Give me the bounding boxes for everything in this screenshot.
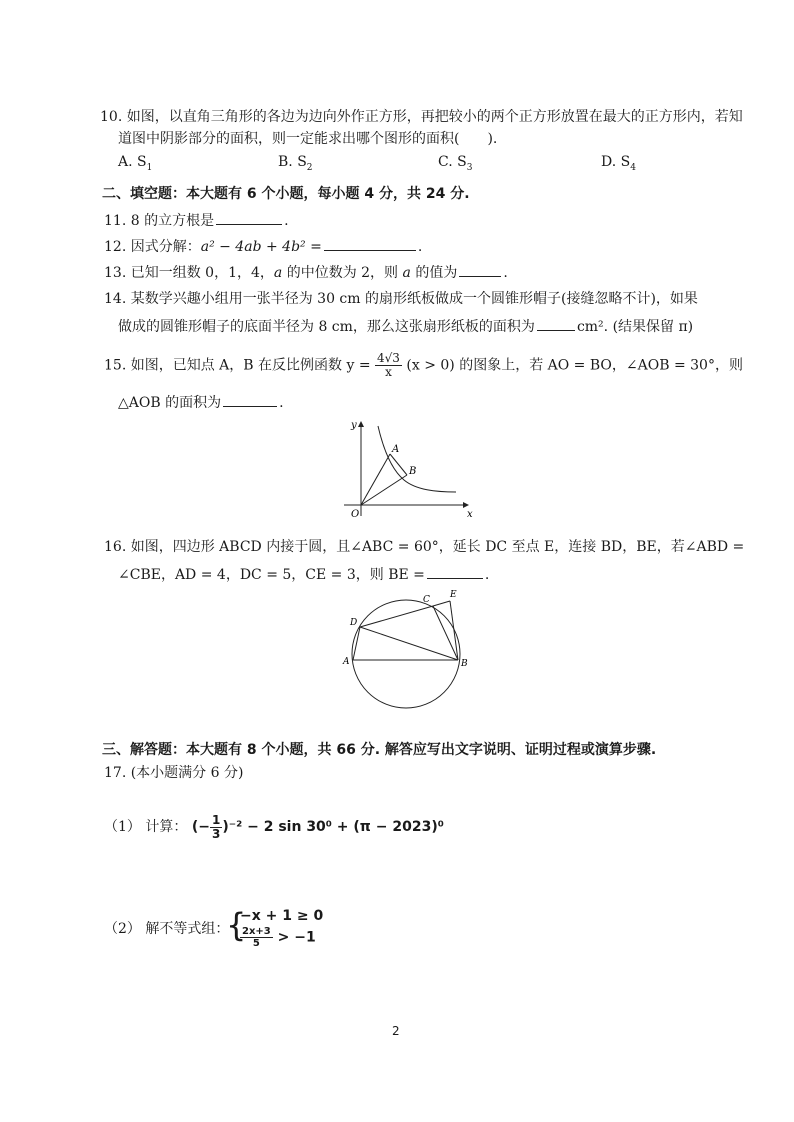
q14-line2-text: 做成的圆锥形帽子的底面半径为 8 cm，那么这张扇形纸板的面积为	[118, 319, 535, 335]
q12-end: .	[417, 239, 423, 255]
section2-heading: 二、填空题：本大题有 6 个小题，每小题 4 分，共 24 分.	[102, 186, 470, 202]
q10-option-d[interactable]: D. $S_4$	[601, 154, 636, 173]
q16-line2-text: ∠CBE，AD = 4，DC = 5，CE = 3，则 BE =	[118, 567, 425, 583]
a-label: A	[343, 657, 350, 667]
q10-option-c[interactable]: C. $S_3$	[438, 154, 473, 173]
q17-part1	[104, 812, 444, 842]
q12-answer-blank[interactable]	[324, 236, 416, 251]
o-label: O	[351, 509, 360, 520]
q13-prefix: 13. 已知一组数 0，1，4，	[104, 265, 274, 281]
hyperbola-curve	[378, 426, 456, 492]
q14-answer-blank[interactable]	[537, 316, 575, 331]
q10-line1: 10. 如图，以直角三角形的各边为边向外作正方形，再把较小的两个正方形放置在最大的正方形内，若知	[100, 109, 743, 125]
b-label: B	[461, 659, 468, 669]
q16-end: .	[484, 567, 490, 583]
segment-ob	[361, 475, 407, 505]
q13	[104, 262, 508, 282]
q13-end: .	[503, 265, 508, 281]
q17-part1-fraction: $\frac{1}{3}$	[211, 812, 221, 841]
q11-text: 11. 8 的立方根是	[104, 213, 215, 229]
q15-text-a: 15. 如图，已知点 A，B 在反比例函数 y =	[104, 357, 371, 374]
q15-figure	[336, 416, 482, 524]
q17-part1-label: （1）	[104, 819, 141, 835]
q12-expression: a² − 4ab + 4b² =	[200, 239, 322, 255]
q17-part2-text: 解不等式组：	[145, 921, 230, 937]
q11	[104, 210, 289, 230]
q17-part2-fraction: $\frac{2x+3}{5}$	[242, 926, 271, 949]
q17-part2-brace: {	[226, 906, 247, 944]
q17-part2-ineq2	[240, 926, 316, 949]
b-label: B	[409, 466, 417, 477]
section3-heading: 三、解答题：本大题有 8 个小题，共 66 分. 解答应写出文字说明、证明过程或演算步骤.	[102, 742, 657, 758]
q17-part2-ineq2-rest: > −1	[272, 929, 316, 946]
q10-line2: 道图中阴影部分的面积，则一定能求出哪个图形的面积( ).	[118, 131, 498, 147]
q16-figure	[336, 584, 480, 712]
q11-end: .	[284, 213, 289, 229]
q17-header: 17. (本小题满分 6 分)	[104, 765, 244, 781]
d-label: D	[350, 618, 358, 628]
segment-ab	[390, 454, 407, 475]
c-label: C	[423, 595, 430, 605]
q10-option-a[interactable]: A. $S_1$	[118, 154, 153, 173]
q12	[104, 236, 422, 256]
circle	[352, 600, 460, 708]
q17-part1-expr-a: (−	[191, 819, 210, 835]
q15-end: .	[279, 395, 284, 411]
q13-var2: a	[402, 265, 411, 281]
q15-line1	[104, 352, 743, 379]
q17-part2	[104, 918, 229, 940]
q16-answer-blank[interactable]	[427, 564, 483, 579]
q17-part2-label: （2）	[104, 921, 141, 937]
q13-mid: 的中位数为 2，则	[282, 265, 403, 281]
q14-line2	[118, 316, 693, 336]
q16-line2	[118, 564, 489, 584]
q16-line1: 16. 如图，四边形 ABCD 内接于圆，且∠ABC = 60°，延长 DC 至点 E，连接 BD，BE，若∠ABD =	[104, 539, 745, 555]
page-number: 2	[392, 1024, 400, 1038]
q17-part1-expr-b: )⁻² − 2 sin 30⁰ + (π − 2023)⁰	[222, 819, 444, 835]
segment-dc	[360, 606, 433, 627]
q14-line2-unit: cm². (结果保留 π)	[576, 319, 694, 335]
x-label: x	[467, 509, 473, 520]
q15-line2-text: △AOB 的面积为	[118, 395, 222, 411]
segment-oa	[361, 454, 390, 505]
q15-text-b: (x > 0) 的图象上，若 AO = BO，∠AOB = 30°，则	[406, 357, 743, 374]
q11-answer-blank[interactable]	[216, 210, 282, 225]
q14-line1: 14. 某数学兴趣小组用一张半径为 30 cm 的扇形纸板做成一个圆锥形帽子(接缝忽略不计)，如果	[104, 291, 698, 307]
y-label: y	[351, 420, 357, 431]
e-label: E	[450, 590, 457, 600]
segment-bd	[360, 627, 458, 660]
q15-fraction: $\frac{4√3}{x}$	[377, 351, 400, 379]
q17-part2-ineq1: −x + 1 ≥ 0	[240, 908, 324, 924]
q15-line2	[118, 392, 284, 412]
segment-ce	[433, 601, 450, 606]
a-label: A	[392, 444, 400, 455]
q13-answer-blank[interactable]	[459, 262, 501, 277]
q13-var: a	[273, 265, 283, 281]
q13-suffix: 的值为	[410, 265, 458, 281]
q10-option-b[interactable]: B. $S_2$	[278, 154, 313, 173]
q17-part1-text: 计算：	[145, 819, 188, 835]
q15-answer-blank[interactable]	[223, 392, 277, 407]
q12-prefix: 12. 因式分解：	[104, 239, 201, 255]
